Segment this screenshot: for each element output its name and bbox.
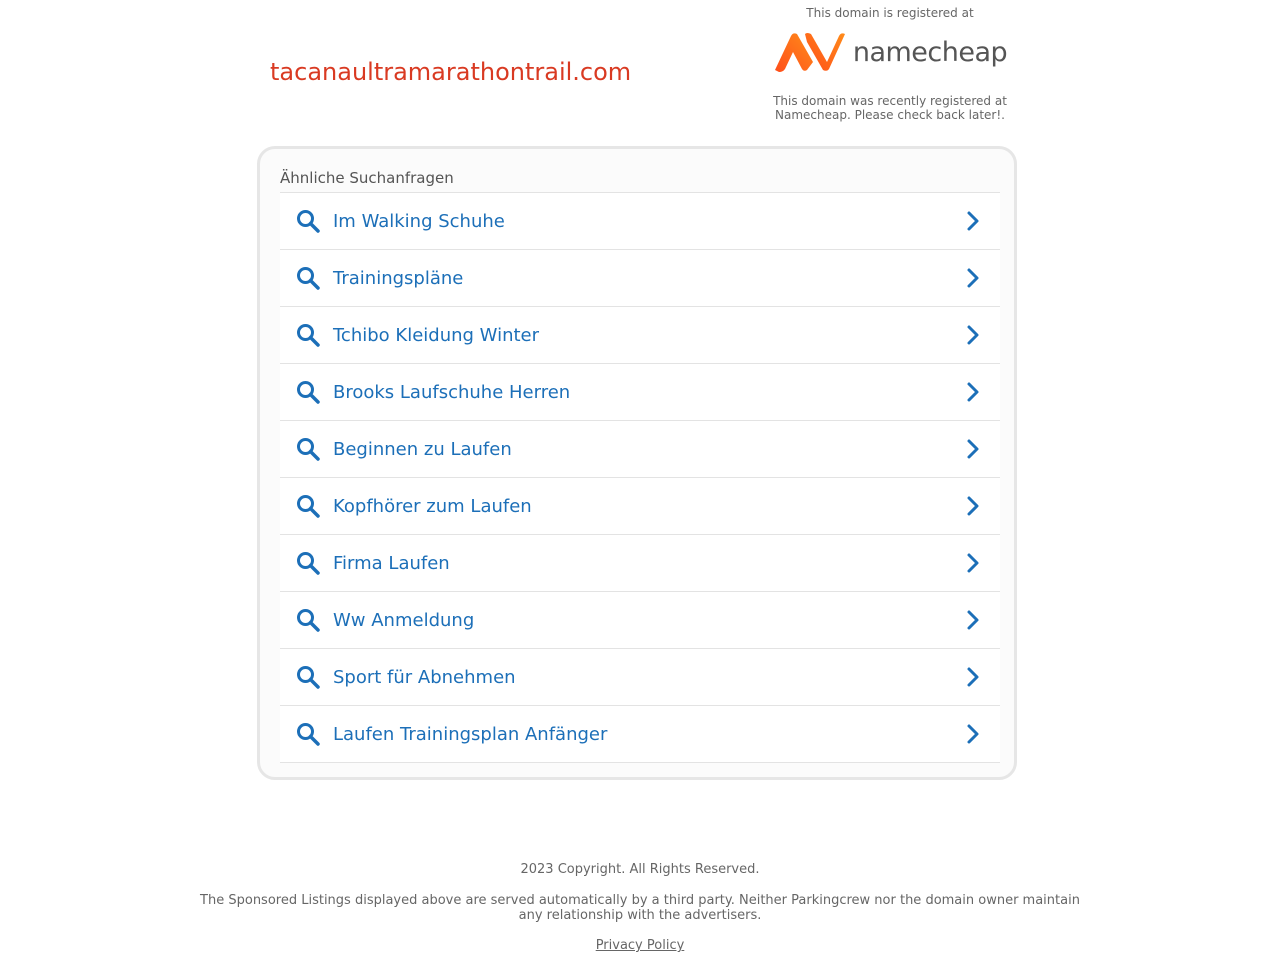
footer <box>0 862 1280 953</box>
related-search-item[interactable] <box>280 420 1000 477</box>
related-search-label: Tchibo Kleidung Winter <box>333 324 540 346</box>
related-search-item[interactable] <box>280 363 1000 420</box>
disclaimer-text: The Sponsored Listings displayed above are served automatically by a third party. Neither Parkingcrew nor the domain owner maintain any relationship with the advertisers. <box>200 893 1080 923</box>
chevron-right-icon <box>964 723 982 745</box>
search-icon <box>295 322 321 348</box>
related-search-label: Beginnen zu Laufen <box>333 438 512 460</box>
search-icon <box>295 265 321 291</box>
related-search-item[interactable] <box>280 477 1000 534</box>
chevron-right-icon <box>964 210 982 232</box>
related-search-item[interactable] <box>280 249 1000 306</box>
related-searches-box <box>257 146 1017 780</box>
copyright-text: 2023 Copyright. All Rights Reserved. <box>520 862 760 877</box>
related-search-label: Ww Anmeldung <box>333 609 475 631</box>
chevron-right-icon <box>964 438 982 460</box>
search-icon <box>295 208 321 234</box>
related-searches-list <box>280 192 1000 763</box>
domain-title-link[interactable]: tacanaultramarathontrail.com <box>270 58 632 86</box>
chevron-right-icon <box>964 552 982 574</box>
related-search-item[interactable] <box>280 648 1000 705</box>
related-search-label: Trainingspläne <box>333 267 464 289</box>
namecheap-logo-text: namecheap <box>852 36 1008 68</box>
registered-at-label: This domain is registered at <box>806 6 974 20</box>
related-search-label: Laufen Trainingsplan Anfänger <box>333 723 608 745</box>
chevron-right-icon <box>964 666 982 688</box>
registrar-panel <box>760 0 1020 122</box>
related-search-item[interactable] <box>280 306 1000 363</box>
search-icon <box>295 379 321 405</box>
search-icon <box>295 436 321 462</box>
related-search-item[interactable] <box>280 705 1000 763</box>
search-icon <box>295 607 321 633</box>
registrar-note: This domain was recently registered at Namecheap. Please check back later!. <box>773 94 1007 122</box>
related-search-item[interactable] <box>280 591 1000 648</box>
related-search-item[interactable] <box>280 534 1000 591</box>
namecheap-logo-mark-icon <box>773 32 845 72</box>
chevron-right-icon <box>964 609 982 631</box>
related-search-label: Im Walking Schuhe <box>333 210 505 232</box>
namecheap-logo[interactable] <box>760 30 1020 74</box>
chevron-right-icon <box>964 267 982 289</box>
search-icon <box>295 721 321 747</box>
privacy-policy-link[interactable]: Privacy Policy <box>595 938 685 953</box>
related-search-label: Brooks Laufschuhe Herren <box>333 381 571 403</box>
related-search-label: Kopfhörer zum Laufen <box>333 495 532 517</box>
search-icon <box>295 550 321 576</box>
search-icon <box>295 664 321 690</box>
chevron-right-icon <box>964 324 982 346</box>
related-searches-heading: Ähnliche Suchanfragen <box>280 169 454 187</box>
chevron-right-icon <box>964 495 982 517</box>
related-search-label: Firma Laufen <box>333 552 450 574</box>
related-search-label: Sport für Abnehmen <box>333 666 516 688</box>
search-icon <box>295 493 321 519</box>
chevron-right-icon <box>964 381 982 403</box>
related-search-item[interactable] <box>280 192 1000 249</box>
